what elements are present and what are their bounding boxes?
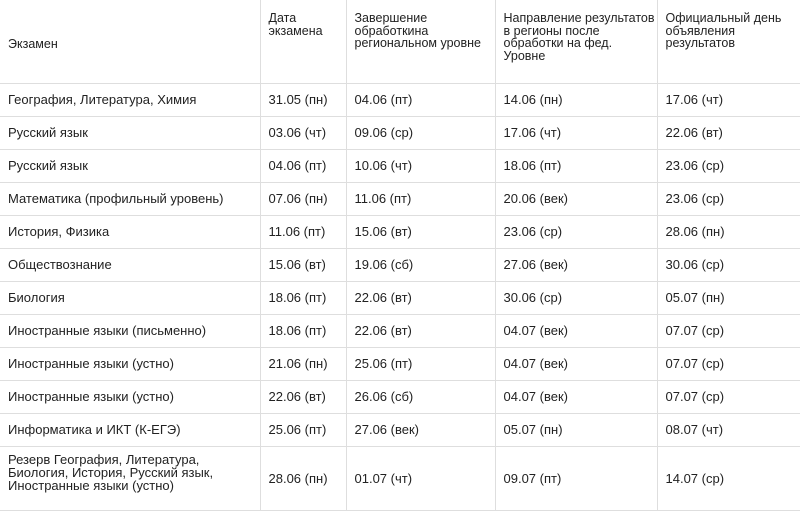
official-announcement-cell: 08.07 (чт) (657, 413, 800, 446)
exam-date-cell: 04.06 (пт) (260, 149, 346, 182)
exam-name-cell: Русский язык (0, 149, 260, 182)
column-header-regional-processing: Завершение обработкина региональном уровне (346, 0, 495, 83)
regional-processing-cell: 22.06 (вт) (346, 314, 495, 347)
table-row (0, 281, 800, 314)
exam-name-cell: Биология (0, 281, 260, 314)
exam-date-cell: 28.06 (пн) (260, 446, 346, 510)
results-to-regions-cell: 27.06 (век) (495, 248, 657, 281)
table-row (0, 182, 800, 215)
results-to-regions-cell: 30.06 (ср) (495, 281, 657, 314)
table-body (0, 83, 800, 510)
official-announcement-cell: 07.07 (ср) (657, 380, 800, 413)
regional-processing-cell: 10.06 (чт) (346, 149, 495, 182)
table-row (0, 149, 800, 182)
results-to-regions-cell: 23.06 (ср) (495, 215, 657, 248)
exam-name-cell: Информатика и ИКТ (К-ЕГЭ) (0, 413, 260, 446)
exam-date-cell: 21.06 (пн) (260, 347, 346, 380)
regional-processing-cell: 27.06 (век) (346, 413, 495, 446)
table-row (0, 446, 800, 510)
exam-date-cell: 15.06 (вт) (260, 248, 346, 281)
regional-processing-cell: 09.06 (ср) (346, 116, 495, 149)
regional-processing-cell: 26.06 (сб) (346, 380, 495, 413)
official-announcement-cell: 17.06 (чт) (657, 83, 800, 116)
exam-date-cell: 11.06 (пт) (260, 215, 346, 248)
regional-processing-cell: 22.06 (вт) (346, 281, 495, 314)
official-announcement-cell: 30.06 (ср) (657, 248, 800, 281)
table-row (0, 215, 800, 248)
official-announcement-cell: 07.07 (ср) (657, 314, 800, 347)
table-row (0, 116, 800, 149)
table-header-row (0, 0, 800, 83)
regional-processing-cell: 01.07 (чт) (346, 446, 495, 510)
regional-processing-cell: 25.06 (пт) (346, 347, 495, 380)
exam-date-cell: 25.06 (пт) (260, 413, 346, 446)
results-to-regions-cell: 09.07 (пт) (495, 446, 657, 510)
exam-date-cell: 18.06 (пт) (260, 314, 346, 347)
exam-name-cell: Резерв География, Литература, Биология, История, Русский язык, Иностранные языки (устно) (0, 446, 260, 510)
exam-date-cell: 22.06 (вт) (260, 380, 346, 413)
results-to-regions-cell: 20.06 (век) (495, 182, 657, 215)
regional-processing-cell: 15.06 (вт) (346, 215, 495, 248)
exam-date-cell: 03.06 (чт) (260, 116, 346, 149)
table-row (0, 248, 800, 281)
exam-name-cell: Русский язык (0, 116, 260, 149)
official-announcement-cell: 14.07 (ср) (657, 446, 800, 510)
exam-name-cell: Обществознание (0, 248, 260, 281)
table-row (0, 413, 800, 446)
column-header-results-to-regions: Направление результатов в регионы после обработки на фед. Уровне (495, 0, 657, 83)
exam-name-cell: Иностранные языки (письменно) (0, 314, 260, 347)
exam-date-cell: 07.06 (пн) (260, 182, 346, 215)
results-to-regions-cell: 04.07 (век) (495, 380, 657, 413)
exam-name-cell: Иностранные языки (устно) (0, 347, 260, 380)
official-announcement-cell: 22.06 (вт) (657, 116, 800, 149)
table-row (0, 83, 800, 116)
regional-processing-cell: 11.06 (пт) (346, 182, 495, 215)
official-announcement-cell: 28.06 (пн) (657, 215, 800, 248)
results-to-regions-cell: 05.07 (пн) (495, 413, 657, 446)
regional-processing-cell: 19.06 (сб) (346, 248, 495, 281)
results-to-regions-cell: 04.07 (век) (495, 314, 657, 347)
exam-name-cell: История, Физика (0, 215, 260, 248)
results-to-regions-cell: 04.07 (век) (495, 347, 657, 380)
table-row (0, 380, 800, 413)
official-announcement-cell: 23.06 (ср) (657, 149, 800, 182)
exam-name-cell: Математика (профильный уровень) (0, 182, 260, 215)
results-to-regions-cell: 17.06 (чт) (495, 116, 657, 149)
results-to-regions-cell: 18.06 (пт) (495, 149, 657, 182)
official-announcement-cell: 23.06 (ср) (657, 182, 800, 215)
regional-processing-cell: 04.06 (пт) (346, 83, 495, 116)
table-row (0, 347, 800, 380)
exam-name-cell: География, Литература, Химия (0, 83, 260, 116)
official-announcement-cell: 07.07 (ср) (657, 347, 800, 380)
column-header-exam-date: Дата экзамена (260, 0, 346, 83)
column-header-official-announcement: Официальный день объявления результатов (657, 0, 800, 83)
exam-name-cell: Иностранные языки (устно) (0, 380, 260, 413)
column-header-exam: Экзамен (0, 0, 260, 83)
official-announcement-cell: 05.07 (пн) (657, 281, 800, 314)
exam-date-cell: 18.06 (пт) (260, 281, 346, 314)
exam-date-cell: 31.05 (пн) (260, 83, 346, 116)
table-row (0, 314, 800, 347)
results-to-regions-cell: 14.06 (пн) (495, 83, 657, 116)
